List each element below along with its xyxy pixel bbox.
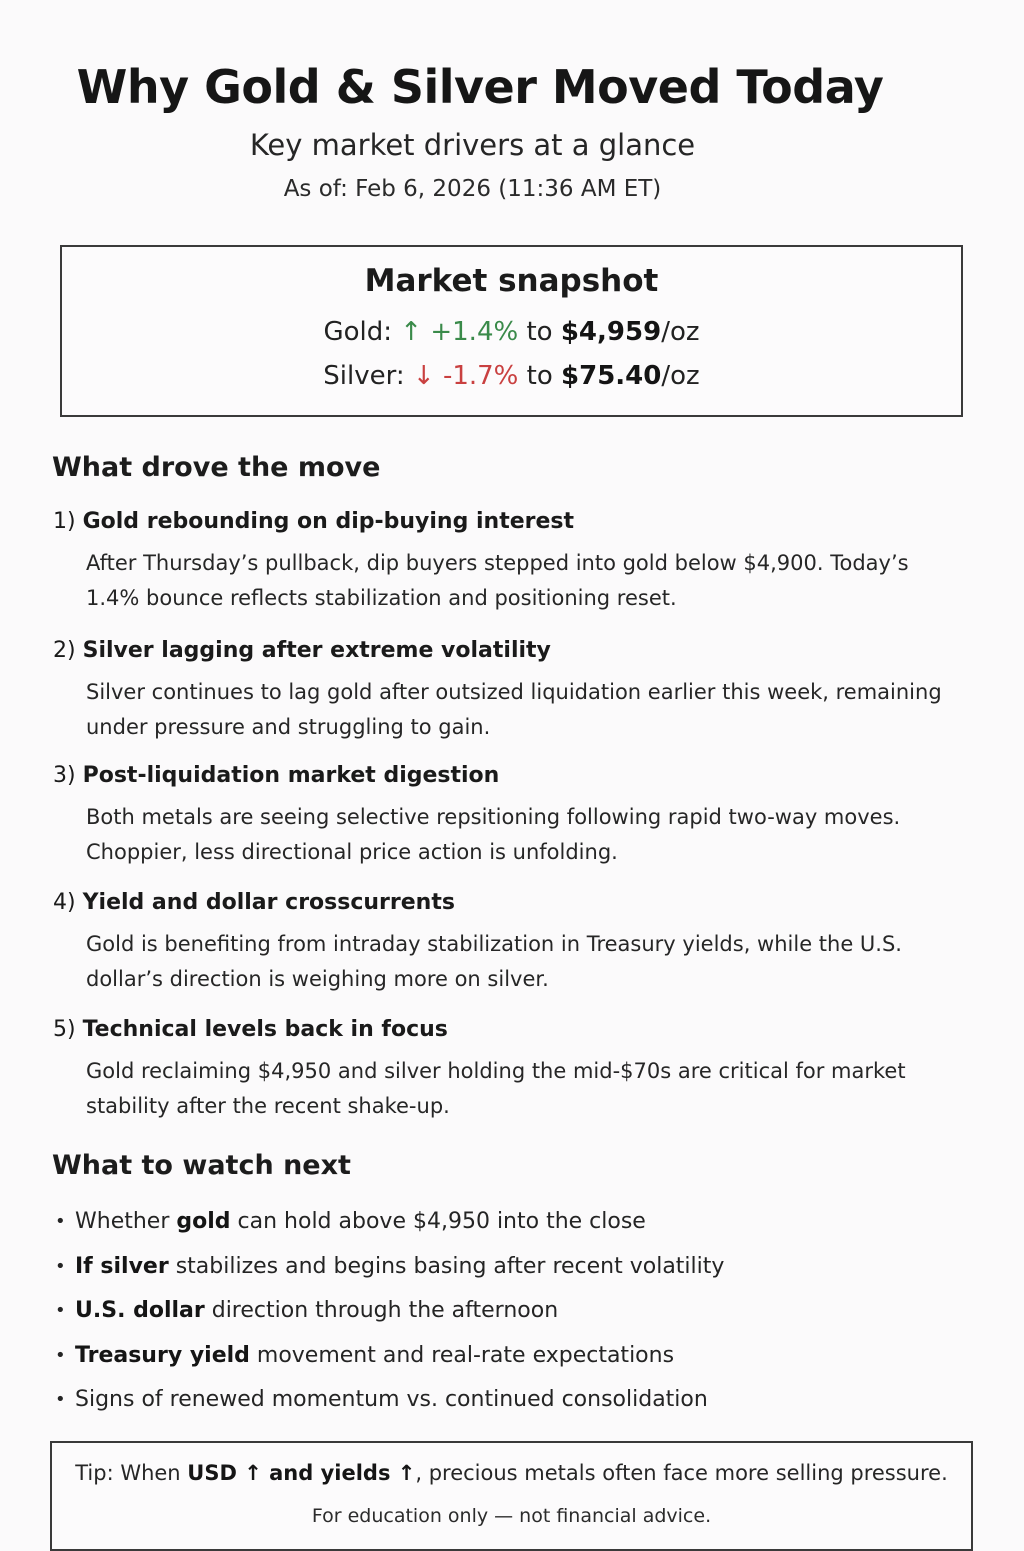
watch-list-item bbox=[55, 1250, 975, 1295]
driver-description: Gold reclaiming $4,950 and silver holding the mid-$70s are critical for market stability after the recent shake-up. bbox=[86, 1059, 906, 1118]
watch-text: can hold above $4,950 into the close bbox=[230, 1209, 646, 1234]
bullet-icon: • bbox=[55, 1211, 66, 1232]
watch-list-item bbox=[55, 1383, 975, 1428]
arrow-down-icon: ↓ bbox=[412, 361, 435, 391]
gold-snapshot-row bbox=[62, 317, 961, 347]
driver-title: Silver lagging after extreme volatility bbox=[82, 638, 551, 663]
driver-item bbox=[53, 506, 973, 616]
watch-text: direction through the afternoon bbox=[204, 1298, 559, 1323]
driver-title: Technical levels back in focus bbox=[82, 1017, 448, 1042]
driver-description: Silver continues to lag gold after outsized liquidation earlier this week, remaining under pressure and struggling to gain. bbox=[86, 680, 942, 739]
page-title: Why Gold & Silver Moved Today bbox=[76, 60, 884, 114]
market-snapshot-box bbox=[60, 245, 963, 417]
driver-item bbox=[53, 887, 973, 997]
watch-heading: What to watch next bbox=[52, 1150, 351, 1181]
driver-item bbox=[53, 760, 973, 870]
watch-list bbox=[55, 1205, 975, 1428]
arrow-up-icon: ↑ bbox=[400, 317, 423, 347]
gold-change: +1.4% bbox=[430, 317, 519, 347]
driver-number: 3) bbox=[53, 763, 76, 788]
silver-snapshot-row bbox=[62, 361, 961, 391]
watch-emphasis: U.S. dollar bbox=[75, 1298, 205, 1323]
driver-description: Gold is benefiting from intraday stabilization in Treasury yields, while the U.S. dollar’s direction is weighing more on silver. bbox=[86, 932, 902, 991]
driver-description: Both metals are seeing selective repsitioning following rapid two-way moves. Choppier, less directional price action is unfolding. bbox=[86, 805, 901, 864]
driver-number: 4) bbox=[53, 890, 76, 915]
drivers-heading: What drove the move bbox=[52, 452, 381, 483]
silver-unit: /oz bbox=[661, 361, 700, 391]
driver-number: 5) bbox=[53, 1017, 76, 1042]
gold-label: Gold: bbox=[323, 317, 393, 347]
silver-price: $75.40 bbox=[561, 361, 662, 391]
tip-suffix: , precious metals often face more selling pressure. bbox=[415, 1461, 948, 1485]
gold-price: $4,959 bbox=[560, 317, 662, 347]
driver-description: After Thursday’s pullback, dip buyers stepped into gold below $4,900. Today’s 1.4% bounce reflects stabilization and positioning reset. bbox=[86, 551, 909, 610]
bullet-icon: • bbox=[55, 1255, 66, 1277]
page-subtitle: Key market drivers at a glance bbox=[249, 128, 696, 162]
watch-text: Whether bbox=[75, 1209, 177, 1234]
watch-list-item bbox=[55, 1294, 975, 1339]
driver-title: Gold rebounding on dip-buying interest bbox=[82, 509, 575, 534]
watch-text: Signs of renewed momentum vs. continued consolidation bbox=[75, 1387, 708, 1412]
driver-number: 1) bbox=[53, 509, 76, 534]
driver-title: Post-liquidation market digestion bbox=[82, 763, 500, 788]
driver-item bbox=[53, 1014, 973, 1124]
snapshot-title: Market snapshot bbox=[364, 263, 659, 299]
as-of-timestamp: As of: Feb 6, 2026 (11:36 AM ET) bbox=[283, 176, 662, 202]
silver-change: -1.7% bbox=[442, 361, 519, 391]
watch-list-item bbox=[55, 1339, 975, 1384]
tip-prefix: Tip: When bbox=[75, 1461, 188, 1485]
disclaimer: For education only — not financial advice. bbox=[311, 1505, 712, 1527]
gold-unit: /oz bbox=[661, 317, 700, 347]
bullet-icon: • bbox=[55, 1300, 66, 1321]
silver-label: Silver: bbox=[323, 361, 405, 391]
watch-text: stabilizes and begins basing after recent volatility bbox=[168, 1253, 725, 1279]
silver-to-word: to bbox=[526, 361, 553, 391]
driver-item bbox=[53, 635, 973, 745]
bullet-icon: • bbox=[55, 1344, 66, 1366]
bullet-icon: • bbox=[55, 1389, 66, 1410]
watch-emphasis: If silver bbox=[75, 1253, 169, 1279]
tip-box bbox=[50, 1441, 973, 1551]
tip-text bbox=[52, 1461, 971, 1485]
watch-emphasis: gold bbox=[176, 1209, 231, 1234]
tip-emphasis: USD ↑ and yields ↑ bbox=[187, 1461, 416, 1485]
watch-list-item bbox=[55, 1205, 975, 1250]
watch-emphasis: Treasury yield bbox=[75, 1342, 250, 1368]
gold-to-word: to bbox=[526, 317, 553, 347]
driver-title: Yield and dollar crosscurrents bbox=[82, 890, 455, 915]
driver-number: 2) bbox=[53, 638, 76, 663]
watch-text: movement and real-rate expectations bbox=[249, 1342, 675, 1368]
